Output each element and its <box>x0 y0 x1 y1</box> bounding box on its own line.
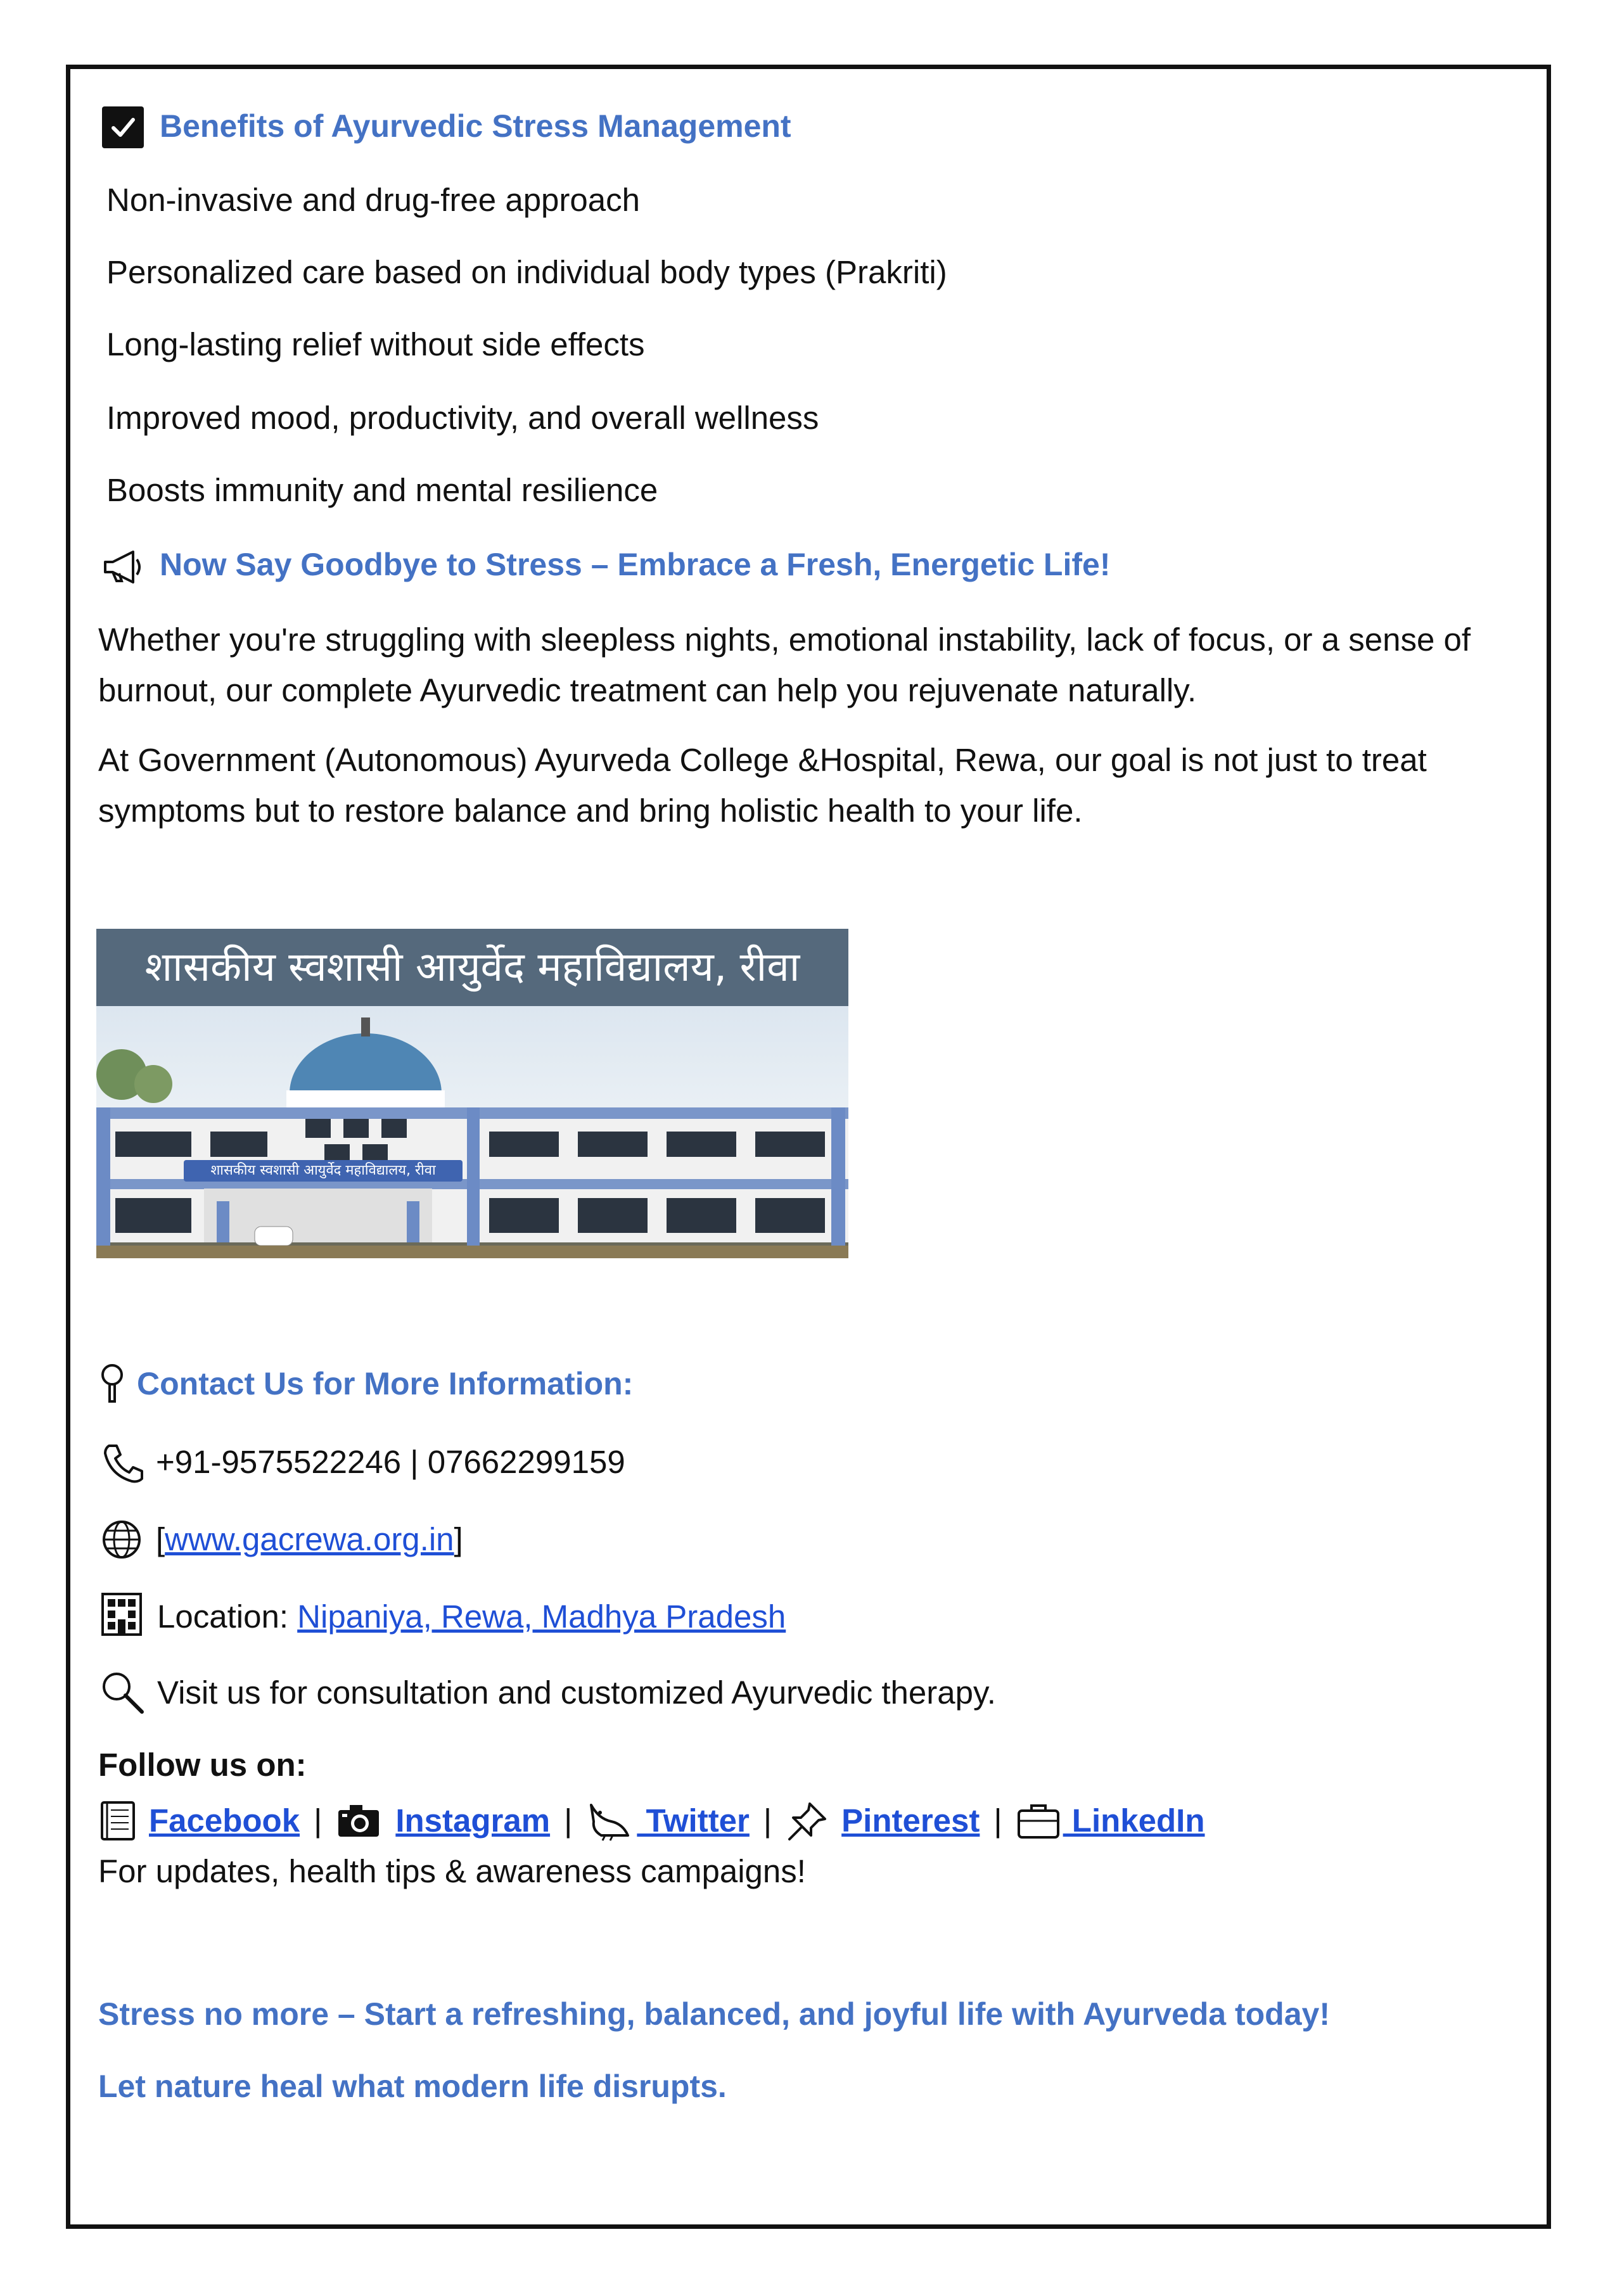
separator: | <box>993 1802 1002 1839</box>
separator: | <box>314 1802 322 1839</box>
phone-numbers: +91-9575522246 | 07662299159 <box>156 1444 625 1480</box>
pin-icon <box>786 1800 829 1842</box>
phone-icon <box>100 1442 146 1484</box>
pinterest-link[interactable]: Pinterest <box>841 1802 980 1839</box>
magnifier-icon <box>100 1670 146 1716</box>
megaphone-icon <box>100 548 146 586</box>
follow-label: Follow us on: <box>98 1747 307 1783</box>
website-link[interactable]: www.gacrewa.org.in <box>165 1521 454 1557</box>
location-link[interactable]: Nipaniya, Rewa, Madhya Pradesh <box>297 1598 786 1635</box>
social-tagline: For updates, health tips & awareness campaigns! <box>98 1853 806 1889</box>
briefcase-icon <box>1016 1802 1061 1840</box>
bird-icon <box>586 1800 632 1842</box>
goodbye-paragraph-2: At Government (Autonomous) Ayurveda College &Hospital, Rewa, our goal is not just to treat symptoms but to restore balance and bring holistic health to your life. <box>98 742 1427 829</box>
check-box-icon <box>102 106 144 148</box>
benefit-item: Non-invasive and drug-free approach <box>106 182 640 218</box>
website-line <box>156 1514 463 1565</box>
benefit-item: Long-lasting relief without side effects <box>106 326 645 362</box>
goodbye-heading: Now Say Goodbye to Stress – Embrace a Fresh, Energetic Life! <box>160 547 1111 582</box>
globe-icon <box>100 1518 143 1561</box>
building-icon <box>100 1591 143 1637</box>
closing-line-1: Stress no more – Start a refreshing, balanced, and joyful life with Ayurveda today! <box>98 1996 1330 2032</box>
pushpin-icon <box>96 1362 128 1406</box>
benefit-item: Improved mood, productivity, and overall wellness <box>106 400 819 436</box>
location-line <box>157 1591 786 1642</box>
visit-text: Visit us for consultation and customized Ayurvedic therapy. <box>157 1674 996 1711</box>
location-label: Location: <box>157 1598 298 1635</box>
benefit-item: Personalized care based on individual body types (Prakriti) <box>106 254 947 290</box>
photo-sign-text: शासकीय स्वशासी आयुर्वेद महाविद्यालय, रीवा <box>210 1163 436 1178</box>
contact-heading: Contact Us for More Information: <box>137 1366 634 1401</box>
camera-icon <box>336 1802 381 1839</box>
college-photo <box>96 929 848 1258</box>
photo-banner-text: शासकीय स्वशासी आयुर्वेद महाविद्यालय, रीवा <box>96 929 848 1006</box>
building-illustration <box>96 929 848 1258</box>
goodbye-paragraph-1: Whether you're struggling with sleepless nights, emotional instability, lack of focus, or a sense of burnout, our complete Ayurvedic treatment can help you rejuvenate naturally. <box>98 622 1471 708</box>
benefit-item: Boosts immunity and mental resilience <box>106 472 658 508</box>
book-icon <box>98 1800 137 1842</box>
website-bracket-open: [ <box>156 1521 165 1557</box>
twitter-link[interactable]: Twitter <box>637 1802 750 1839</box>
closing-line-2: Let nature heal what modern life disrupts. <box>98 2069 727 2104</box>
separator: | <box>564 1802 573 1839</box>
separator: | <box>763 1802 772 1839</box>
instagram-link[interactable]: Instagram <box>395 1802 551 1839</box>
social-links-row <box>98 1795 1205 1846</box>
linkedin-link[interactable]: LinkedIn <box>1063 1802 1205 1839</box>
facebook-link[interactable]: Facebook <box>149 1802 300 1839</box>
benefits-heading: Benefits of Ayurvedic Stress Management <box>160 108 791 144</box>
website-bracket-close: ] <box>454 1521 463 1557</box>
